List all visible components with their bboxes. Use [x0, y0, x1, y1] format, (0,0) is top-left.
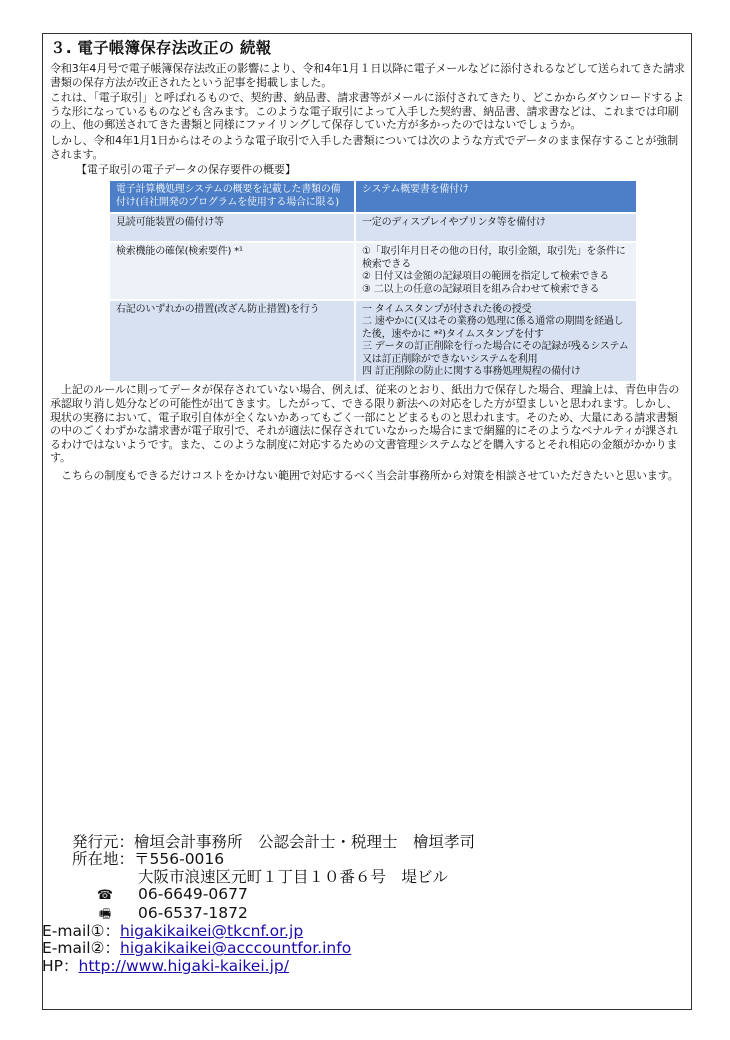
- cell-line: ② 日付又は金額の記録項目の範囲を指定して検索できる: [362, 271, 609, 283]
- table-cell-right: [356, 214, 636, 241]
- phone-row: [72, 886, 672, 904]
- phone-number: 06-6649-0677: [138, 885, 248, 904]
- email1-link[interactable]: higakikaikei@tkcnf.or.jp: [120, 922, 304, 941]
- hp-link[interactable]: http://www.higaki-kaikei.jp/: [78, 956, 289, 975]
- email1-row: [42, 923, 672, 940]
- cell-line: 一定のディスプレイやプリンタ等を備付け: [362, 216, 546, 228]
- table-caption: 【電子取引の電子データの保存要件の概要】: [76, 163, 296, 177]
- publisher-row: [72, 834, 672, 851]
- phone-icon: ☎: [96, 888, 114, 904]
- paragraph-5: こちらの制度もできるだけコストをかけない範囲で対応するべく当会計事務所から対策を相談させていただきたいと思います。: [61, 469, 679, 482]
- fax-row: [72, 905, 672, 923]
- cell-line: 一 タイムスタンプが付された後の授受: [362, 304, 532, 315]
- fax-number: 06-6537-1872: [138, 903, 248, 922]
- table-cell-left: 右記のいずれかの措置(改ざん防止措置)を行う: [110, 301, 354, 381]
- cell-line: 四 訂正削除の防止に関する事務処理規程の備付け: [362, 366, 581, 378]
- table-cell-left: 電子計算機処理システムの概要を記載した書類の備付け(自社開発のプログラムを使用する場合に限る): [110, 181, 354, 212]
- footer: [42, 833, 672, 975]
- email2-row: [42, 940, 672, 957]
- fax-icon: 🖷: [98, 906, 112, 922]
- email1-label: E-mail①：: [42, 922, 120, 941]
- postal-code: 〒556-0016: [134, 850, 225, 869]
- table-cell-right: [356, 243, 636, 299]
- requirements-table: [108, 179, 638, 383]
- table-cell-left: 検索機能の確保(検索要件) *¹: [110, 243, 354, 299]
- table-cell-left: 見読可能装置の備付け等: [110, 214, 354, 241]
- paragraph-4: 上記のルールに則ってデータが保存されていない場合、例えば、従来のとおり、紙出力で保存した場合、理論上は、青色申告の承認取り消し処分などの可能性が出てきます。したがって、できる限り新法への対応をした方が望ましいと思われます。しかし、現状の実務において、電子取引自体が全くないかあってもごく一部にとどまるものと思われます。そのため、大量にある請求書類の中のごくわずかな請求書が電子取引で、それが適法に保存されていなかった場合にまで網羅的にそのようなペナルティが課されるわけではないようです。また、このような制度に対応するための文書管理システムなどを購入するとそれ相応の金額がかかります。: [50, 383, 680, 465]
- publisher-name: 檜垣会計事務所 公認会計士・税理士 檜垣孝司: [134, 833, 476, 851]
- table-cell-right: [356, 301, 636, 381]
- paragraph-2: これは、「電子取引」と呼ばれるもので、契約書、納品書、請求書等がメールに添付されてきたり、どこかからダウンロードするような形になっているものなども含みます。このような電子取引によって入手した契約書、納品書、請求書などは、これまでは印刷の上、他の郵送されてきた書類と同様にファイリングして保存していた方が多かったのではないでしょうか。: [50, 91, 684, 132]
- cell-line: システム概要書を備付け: [362, 184, 469, 196]
- table-row: [110, 181, 636, 212]
- address-line: 大阪市浪速区元町１丁目１０番６号 堤ビル: [138, 867, 449, 886]
- paragraph-3: しかし、令和4年1月1日からはそのような電子取引で入手した書類については次のような方式でデータのまま保存することが強制されます。: [50, 133, 678, 161]
- cell-line: ③ 二以上の任意の記録項目を組み合わせて検索できる: [362, 283, 600, 295]
- table-row: [110, 243, 636, 299]
- table-row: [110, 301, 636, 381]
- table-row: [110, 214, 636, 241]
- cell-line: 二 速やかに(又はその業務の処理に係る通常の期間を経過した後，速やかに *²)タイムスタンプを付す: [362, 316, 624, 340]
- table-cell-right: [356, 181, 636, 212]
- hp-row: [42, 958, 672, 975]
- publisher-label: 発行元：: [72, 833, 135, 851]
- cell-line: ①「取引年月日その他の日付，取引金額，取引先」を条件に検索できる: [362, 246, 626, 270]
- email2-label: E-mail②：: [42, 939, 120, 958]
- cell-line: 三 データの訂正削除を行った場合にその記録が残るシステム又は訂正削除ができないシステムを利用: [362, 341, 629, 365]
- section-title: ３. 電子帳簿保存法改正の 続報: [50, 39, 272, 57]
- article: [50, 38, 686, 485]
- paragraph-1: 令和3年4月号で電子帳簿保存法改正の影響により、令和4年1月１日以降に電子メールなどに添付されるなどして送られてきた請求書類の保存方法が改正されたという記事を掲載しました。: [50, 62, 685, 89]
- address-row: [72, 851, 672, 868]
- hp-label: HP：: [42, 956, 79, 975]
- email2-link[interactable]: higakikaikei@acccountfor.info: [120, 939, 352, 958]
- address-label: 所在地：: [72, 850, 135, 869]
